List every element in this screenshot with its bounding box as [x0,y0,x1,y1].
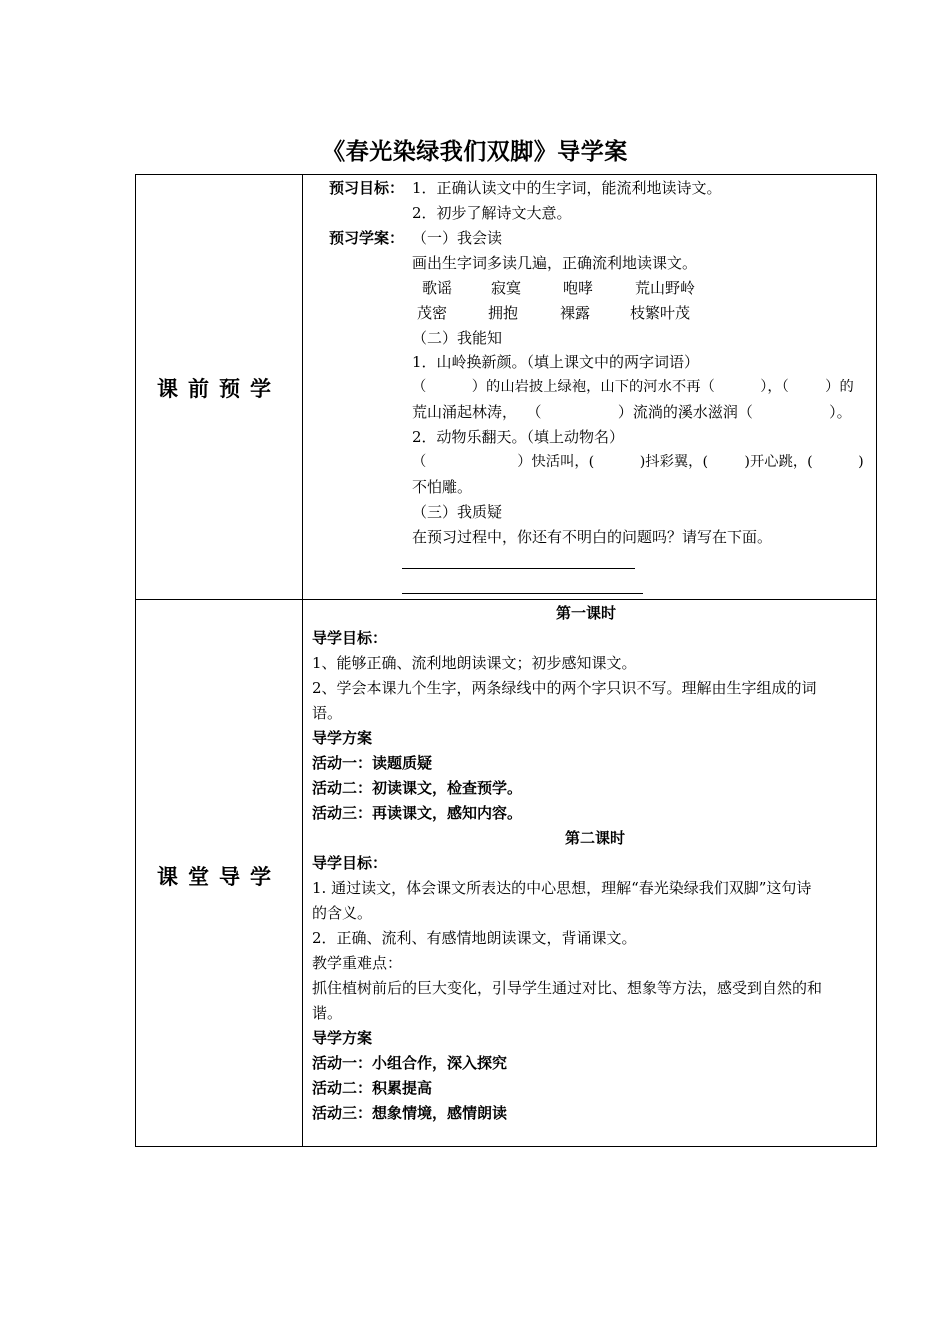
word: 茂密 [417,304,448,322]
key-points-text-cont: 谐。 [312,1004,343,1022]
section-label-preview: 课前预学 [157,377,281,401]
page-title: 《春光染绿我们双脚》导学案 [322,139,628,165]
column-divider [302,175,303,1146]
question-1: 1．山岭换新颜。（填上课文中的两字词语） [412,353,700,371]
lesson-1-plan-label: 导学方案 [312,729,373,747]
word: 咆哮 [563,279,594,297]
word: 荒山野岭 [635,279,696,297]
part2-title: （二）我能知 [412,329,503,347]
question-1-line-2: 荒山涌起林涛， （ ）流淌的溪水滋润（ ）。 [412,403,852,421]
preview-plan-label: 预习学案： [329,229,405,247]
question-1-line-1: （ ）的山岩披上绿袍，山下的河水不再（ ），（ ）的 [412,379,854,395]
preview-goal-label: 预习目标： [329,179,405,197]
word: 寂寞 [491,279,522,297]
lesson-2-activity-2: 活动二：积累提高 [312,1079,433,1097]
part1-title: （一）我会读 [412,229,503,247]
part3-title: （三）我质疑 [412,503,503,521]
key-points-label: 教学重难点： [312,954,403,972]
lesson-1-goal-1: 1、能够正确、流利地朗读课文；初步感知课文。 [312,654,637,672]
question-2-line-2: 不怕雕。 [412,478,473,496]
lesson-2-activity-1: 活动一：小组合作，深入探究 [312,1054,508,1072]
lesson-2-plan-label: 导学方案 [312,1029,373,1047]
word: 拥抱 [488,304,519,322]
lesson-2-goal-1-cont: 的含义。 [312,904,373,922]
part1-instruction: 画出生字词多读几遍，正确流利地读课文。 [412,254,698,272]
preview-goal-1: 1．正确认读文中的生字词，能流利地读诗文。 [412,179,722,197]
lesson-table [135,174,877,1147]
preview-goal-2: 2．初步了解诗文大意。 [412,204,572,222]
answer-line [402,568,635,569]
lesson-1-activity-1: 活动一：读题质疑 [312,754,433,772]
lesson-2-heading: 第二课时 [565,829,626,847]
lesson-2-goal-label: 导学目标： [312,854,388,872]
answer-line [402,593,643,594]
section-label-classroom: 课堂导学 [157,865,281,889]
word: 裸露 [560,304,591,322]
lesson-1-goal-2: 2、学会本课九个生字，两条绿线中的两个字只识不写。理解由生字组成的词 [312,679,817,697]
lesson-1-heading: 第一课时 [556,604,617,622]
lesson-1-goal-label: 导学目标： [312,629,388,647]
lesson-2-goal-2: 2．正确、流利、有感情地朗读课文，背诵课文。 [312,929,637,947]
word: 歌谣 [422,279,453,297]
key-points-text: 抓住植树前后的巨大变化，引导学生通过对比、想象等方法，感受到自然的和 [312,979,823,997]
lesson-2-activity-3: 活动三：想象情境，感情朗读 [312,1104,508,1122]
lesson-1-activity-2: 活动二：初读课文，检查预学。 [312,779,523,797]
lesson-2-goal-1: 1. 通过读文，体会课文所表达的中心思想，理解“春光染绿我们双脚”这句诗 [312,879,812,897]
question-2: 2．动物乐翻天。（填上动物名） [412,428,625,446]
lesson-1-goal-2-cont: 语。 [312,704,343,722]
part3-text: 在预习过程中，你还有不明白的问题吗？请写在下面。 [412,528,773,546]
word: 枝繁叶茂 [630,304,691,322]
lesson-1-activity-3: 活动三：再读课文，感知内容。 [312,804,523,822]
question-2-line-1: （ ）快活叫，( )抖彩翼，( )开心跳，( ) [412,454,864,470]
row-divider [136,599,876,600]
